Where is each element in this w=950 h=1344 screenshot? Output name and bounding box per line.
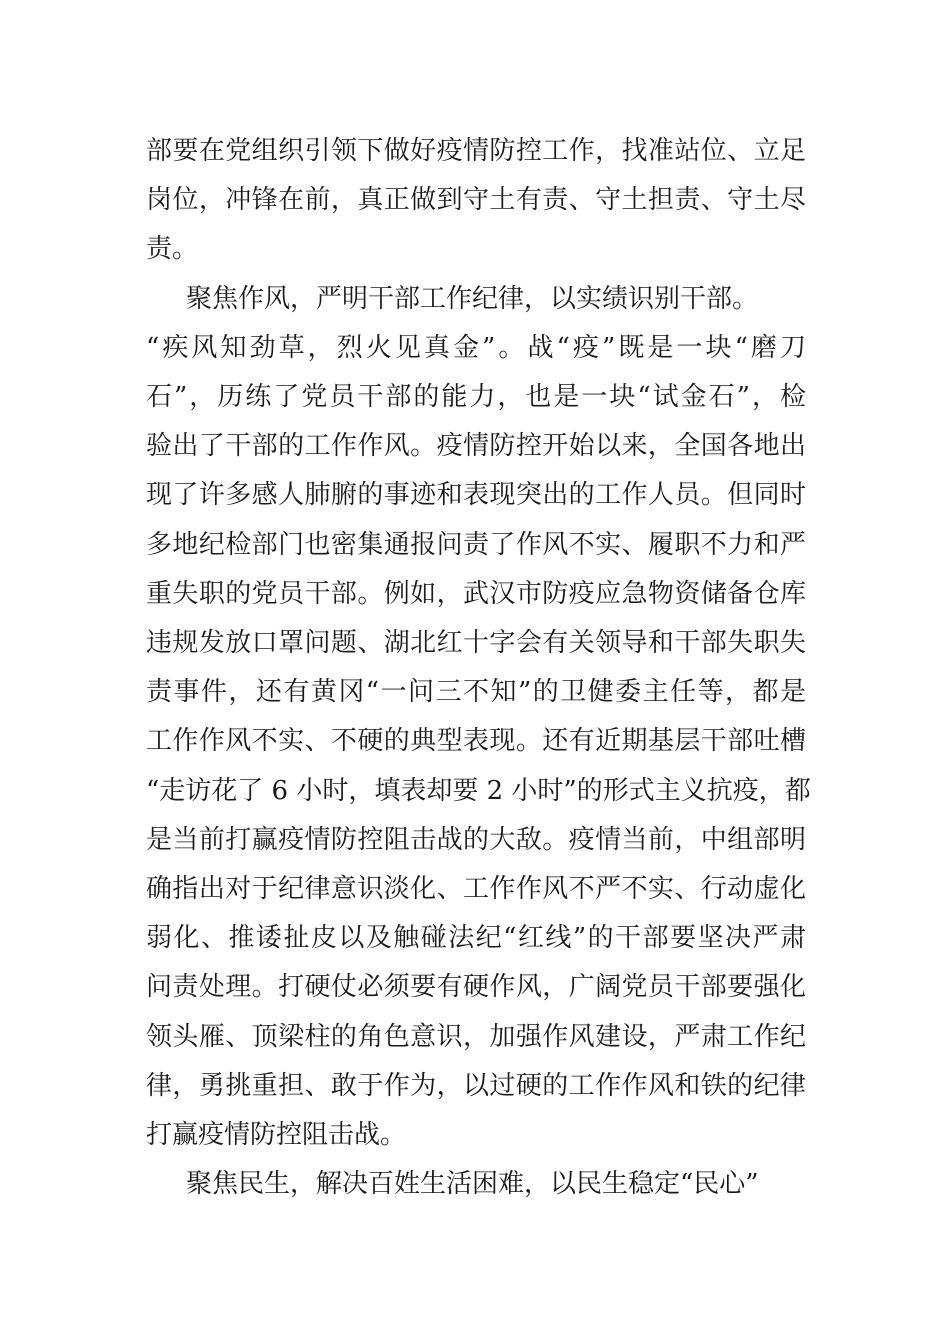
text-line: 责。 (146, 234, 199, 265)
paragraph-2 (146, 275, 811, 1161)
text-line: 违规发放口罩问题、湖北红十字会有关领导和干部失职失 (146, 628, 806, 659)
document-body (146, 127, 811, 1209)
text-line: “走访花了 6 小时，填表却要 2 小时”的形式主义抗疫，都 (146, 775, 811, 806)
text-line: 打赢疫情防控阻击战。 (146, 1120, 407, 1151)
text-line: 领头雁、顶梁柱的角色意识，加强作风建设，严肃工作纪 (146, 1021, 806, 1052)
text-line: 律，勇挑重担、敢于作为，以过硬的工作作风和铁的纪律 (146, 1070, 806, 1101)
paragraph-1 (146, 127, 806, 275)
text-line: 聚焦民生，解决百姓生活困难，以民生稳定“民心” (186, 1169, 759, 1200)
text-line: 问责处理。打硬仗必须要有硬作风，广阔党员干部要强化 (146, 972, 806, 1003)
text-line: 石”，历练了党员干部的能力，也是一块“试金石”，检 (146, 382, 806, 413)
text-line: 部要在党组织引领下做好疫情防控工作，找准站位、立足 (146, 136, 806, 166)
paragraph-3 (146, 1160, 806, 1209)
text-line: 确指出对于纪律意识淡化、工作作风不严不实、行动虚化 (146, 874, 806, 905)
text-line: 岗位，冲锋在前，真正做到守土有责、守土担责、守土尽 (146, 185, 806, 216)
text-line: 验出了干部的工作作风。疫情防控开始以来，全国各地出 (146, 431, 806, 462)
text-line: 聚焦作风，严明干部工作纪律，以实绩识别干部。 (186, 283, 759, 314)
text-line: 责事件，还有黄冈“一问三不知”的卫健委主任等，都是 (146, 677, 806, 708)
text-line: 多地纪检部门也密集通报问责了作风不实、履职不力和严 (146, 529, 806, 560)
text-line: 是当前打赢疫情防控阻击战的大敌。疫情当前，中组部明 (146, 824, 806, 855)
text-line: 工作作风不实、不硬的典型表现。还有近期基层干部吐槽 (146, 726, 806, 757)
text-line: “疾风知劲草，烈火见真金”。战“疫”既是一块“磨刀 (146, 332, 806, 363)
text-line: 重失职的党员干部。例如，武汉市防疫应急物资储备仓库 (146, 578, 806, 609)
text-line: 弱化、推诿扯皮以及触碰法纪“红线”的干部要坚决严肃 (146, 923, 806, 954)
text-line: 现了许多感人肺腑的事迹和表现突出的工作人员。但同时 (146, 480, 806, 511)
